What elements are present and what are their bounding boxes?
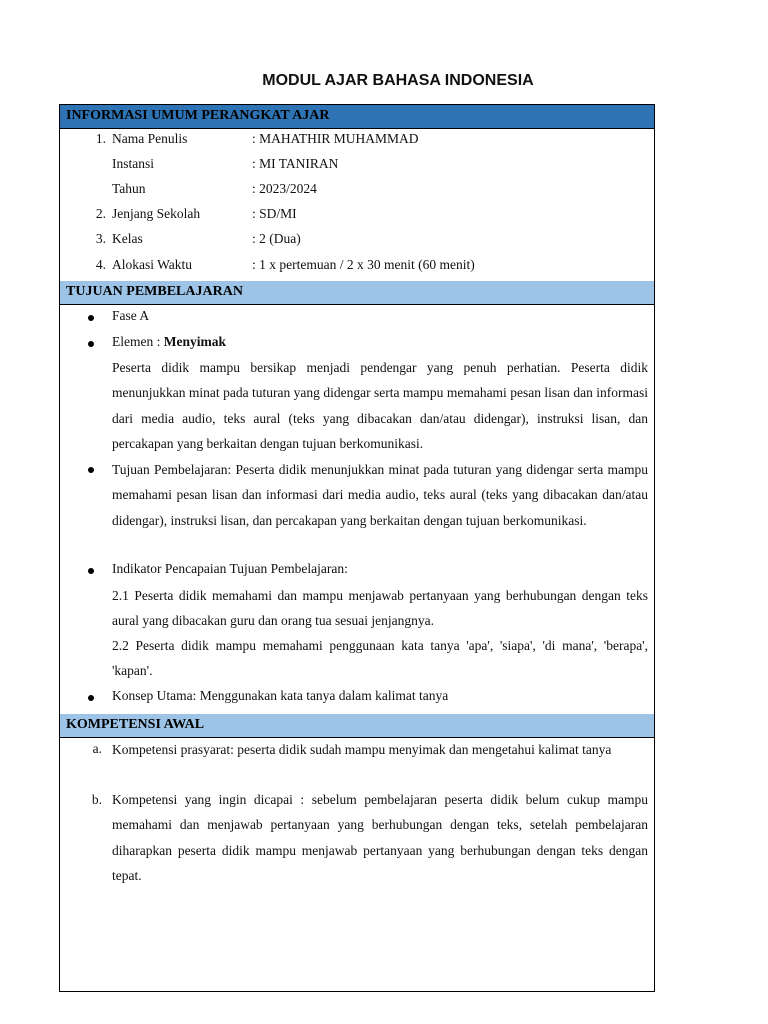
info-row-label: Instansi (112, 156, 154, 171)
elemen-line (112, 334, 226, 350)
info-row-label: Nama Penulis (112, 131, 188, 146)
info-row-number: 3. (95, 231, 106, 246)
info-row-label: Kelas (112, 231, 143, 246)
info-row-value: : 1 x pertemuan / 2 x 30 menit (60 menit) (252, 257, 475, 272)
konsep-utama-text: Konsep Utama: Menggunakan kata tanya dalam kalimat tanya (112, 688, 449, 703)
bullet-icon (88, 695, 94, 701)
section-header-informasi-umum: INFORMASI UMUM PERANGKAT AJAR (60, 105, 654, 129)
info-row-value: : 2 (Dua) (252, 231, 301, 246)
list-marker: b. (91, 792, 102, 807)
indikator-label: Indikator Pencapaian Tujuan Pembelajaran: (112, 561, 348, 576)
elemen-name: Menyimak (163, 334, 226, 349)
document-title: MODUL AJAR BAHASA INDONESIA (262, 72, 534, 89)
info-row-value: : SD/MI (252, 206, 297, 221)
info-row-label: Jenjang Sekolah (112, 206, 201, 221)
info-row-number: 2. (95, 206, 106, 221)
info-row-label: Alokasi Waktu (112, 257, 193, 272)
info-row-value: : 2023/2024 (252, 181, 317, 196)
info-row-number: 4. (95, 257, 106, 272)
tujuan-pembelajaran-text: Tujuan Pembelajaran: Peserta didik menunjukkan minat pada tuturan yang didengar serta mampu memahami pesan lisan dan informasi dari media audio, teks aural (teks yang dibacakan dan/atau didengar), instruksi lisan, dan percakapan yang berkaitan dengan tujuan berkomunikasi. (112, 462, 648, 528)
info-row-value: : MI TANIRAN (252, 156, 339, 171)
section-header-kompetensi-awal: KOMPETENSI AWAL (60, 714, 654, 738)
indikator-item: 2.1 Peserta didik memahami dan mampu menjawab pertanyaan yang berhubungan dengan teks aural yang dibacakan guru dan orang tua sesuai jenjangnya. (112, 588, 648, 629)
info-row-value: : MAHATHIR MUHAMMAD (252, 131, 419, 146)
fase-text: Fase A (112, 308, 150, 323)
kompetensi-item: Kompetensi yang ingin dicapai : sebelum pembelajaran peserta didik belum cukup mampu memahami dan menjawab pertanyaan yang berhubungan dengan teks, setelah pembelajaran diharapkan peserta didik mampu menjawab pertanyaan yang berhubungan dengan teks dengan tepat. (112, 792, 648, 883)
bullet-icon (88, 467, 94, 473)
info-row-number: 1. (95, 131, 106, 146)
section-header-tujuan-pembelajaran: TUJUAN PEMBELAJARAN (60, 281, 654, 305)
list-marker: a. (92, 741, 102, 756)
bullet-icon (88, 315, 94, 321)
bullet-icon (88, 568, 94, 574)
indikator-item: 2.2 Peserta didik mampu memahami penggunaan kata tanya 'apa', 'siapa', 'di mana', 'berapa', 'kapan'. (112, 638, 648, 679)
module-table (59, 104, 655, 992)
elemen-prefix: Elemen : (112, 334, 164, 349)
info-row-label: Tahun (112, 181, 146, 196)
bullet-icon (88, 341, 94, 347)
elemen-description: Peserta didik mampu bersikap menjadi pendengar yang penuh perhatian. Peserta didik menunjukkan minat pada tuturan yang didengar serta mampu memahami pesan lisan dan informasi dari media audio, teks aural (teks yang dibacakan dan/atau didengar), instruksi lisan, dan percakapan yang berkaitan dengan tujuan berkomunikasi. (112, 360, 648, 451)
kompetensi-item: Kompetensi prasyarat: peserta didik sudah mampu menyimak dan mengetahui kalimat tanya (112, 742, 612, 757)
